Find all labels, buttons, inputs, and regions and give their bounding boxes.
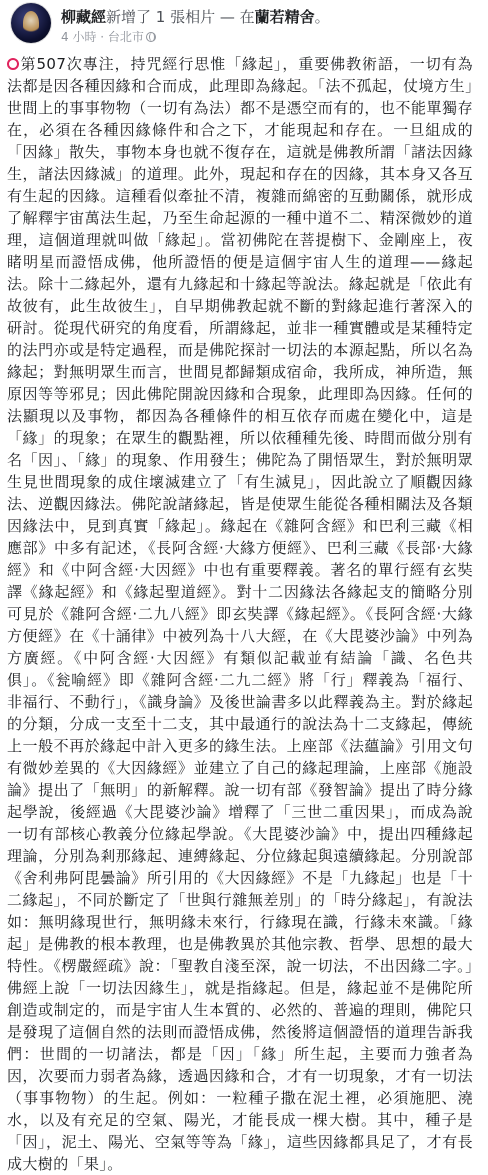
heavy-circle-emoji-icon: [7, 58, 19, 70]
author-avatar[interactable]: [11, 3, 51, 43]
meta-separator: ·: [96, 30, 108, 44]
post-timestamp[interactable]: 4 小時: [61, 30, 97, 44]
post-action-text: 新增了 1 張相片 — 在: [106, 8, 255, 26]
author-name-link[interactable]: 柳藏經: [61, 8, 107, 26]
post-location[interactable]: 台北市: [107, 30, 144, 44]
page-name-link[interactable]: 蘭若精舍: [254, 8, 315, 26]
globe-icon[interactable]: [146, 32, 156, 42]
post-header: [0, 0, 488, 56]
post-body: [7, 53, 473, 1175]
post-body-text: 第507次專注，持咒經行思惟「緣起」，重要佛教術語，一切有為法都是因各種因緣和合而成，此理即為緣起。「法不孤起，仗境方生」世間上的事事物物（一切有為法）都不是憑空而有的，也不能單獨存在，必須在各種因緣條件和合之下，才能現起和存在。一旦組成的「因緣」散失，事物本身也就不復存在，這就是佛教所謂「諸法因緣生，諸法因緣滅」的道理。此外，現起和存在的因緣，其本身又各互有生起的因緣。這種看似牽扯不清，複雜而綿密的互動關係，就形成了解釋宇宙萬法生起，乃至生命起源的一種中道不二、精深微妙的道理，這個道理就叫做「緣起」。當初佛陀在菩提樹下、金剛座上，夜睹明星而證悟成佛，他所證悟的便是這個宇宙人生的道理——緣起法。除十二緣起外，還有九緣起和十緣起等說法。緣起就是「依此有故彼有，此生故彼生」，自早期佛教起就不斷的對緣起進行著深入的研討。從現代研究的角度看，所謂緣起，並非一種實體或是某種特定的法門亦或是特定過程，而是佛陀探討一切法的本源起點，所以名為緣起；對無明眾生而言，世間見都歸類成宿命，我所成，神所造，無原因等等邪見；因此佛陀開說因緣和合現象，此理即為因緣。任何的法顯現以及事物，都因為各種條件的相互依存而處在變化中，這是「緣」的現象；在眾生的觀點裡，所以依種種先後、時間而做分別有名「因」、「緣」的現象、作用發生；佛陀為了開悟眾生，對於無明眾生見世間現象的成住壞滅建立了「有生滅見」，因此說立了順觀因緣法、逆觀因緣法。佛陀說諸緣起，皆是使眾生能從各種相關法及各類因緣法中，見到真實「緣起」。緣起在《雜阿含經》和巴利三藏《相應部》中多有記述，《長阿含經·大緣方便經》、巴利三藏《長部·大緣經》和《中阿含經·大因經》中也有重要釋義。著名的單行經有玄奘譯《緣起經》和《緣起聖道經》。對十二因緣法各緣起支的簡略分別可見於《雜阿含經·二九八經》即玄奘譯《緣起經》。《長阿含經·大緣方便經》在《十誦律》中被列為十八大經，在《大毘婆沙論》中列為方廣經。《中阿含經·大因經》有類似記載並有結論「識、名色共俱」。《瓮喻經》即《雜阿含經·二九二經》將「行」釋義為「福行、非福行、不動行」，《識身論》及後世論書多以此釋義為主。對於緣起的分類，分成一支至十二支，其中最通行的說法為十二支緣起，傳統上一般不再於緣起中計入更多的緣生法。上座部《法蘊論》引用文句有微妙差異的《大因緣經》並建立了自己的緣起理論，上座部《施設論》提出了「無明」的新解釋。說一切有部《發智論》提出了時分緣起學說，後經過《大毘婆沙論》增釋了「三世二重因果」，而成為說一切有部核心教義分位緣起學說。《大毘婆沙論》中，提出四種緣起理論，分別為剎那緣起、連縛緣起、分位緣起與遠續緣起。分別說部《舍利弗阿毘曇論》所引用的《大因緣經》不是「九緣起」也是「十二緣起」，不同於斷定了「世與行雜無差別」的「時分緣起」，有說法如：無明緣現世行，無明緣未來行，行緣現在識，行緣未來識。「緣起」是佛教的根本教理，也是佛教異於其他宗教、哲學、思想的最大特性。《楞嚴經疏》說：「聖教自淺至深，說一切法，不出因緣二字。」佛經上說「一切法因緣生」，就是指緣起。但是，緣起並不是佛陀所創造或制定的，而是宇宙人生本質的、必然的、普遍的理則，佛陀只是發現了這個自然的法則而證悟成佛，然後將這個證悟的道理告訴我們：世間的一切諸法，都是「因」「緣」所生起，主要而力強者為因，次要而力弱者為緣，透過因緣和合，才有一切現象，才有一切法（事事物物）的生起。例如：一粒種子撒在泥土裡，必須施肥、澆水，以及有充足的空氣、陽光，才能長成一棵大樹。其中，種子是「因」，泥土、陽光、空氣等等為「緣」，這些因緣都具足了，才有長成大樹的「果」。: [7, 55, 473, 1173]
author-line: [61, 8, 330, 26]
page-suffix: 。: [314, 8, 330, 26]
post-meta: [61, 30, 156, 44]
